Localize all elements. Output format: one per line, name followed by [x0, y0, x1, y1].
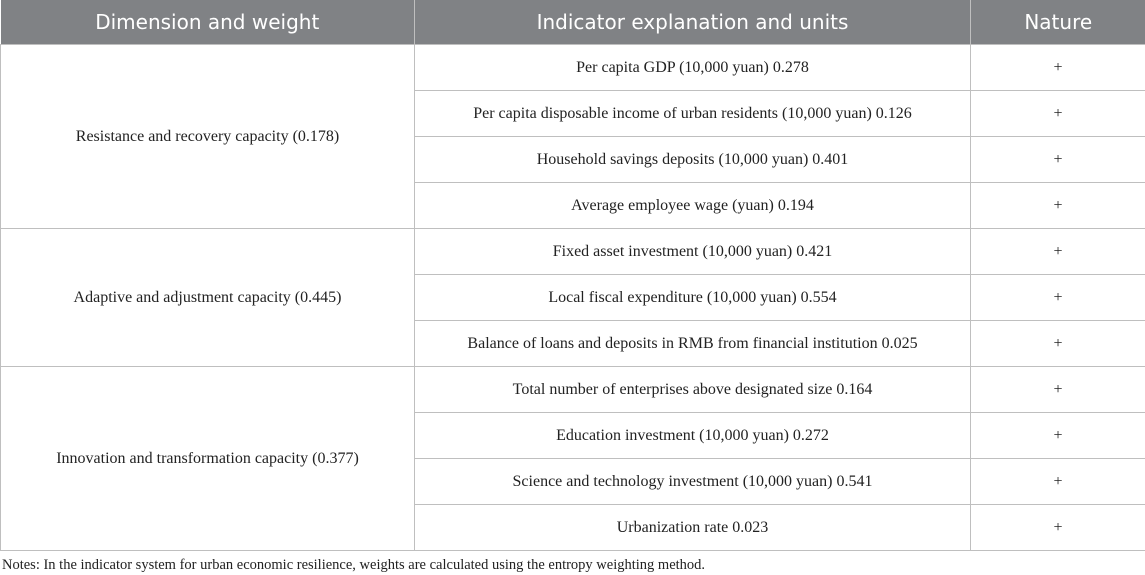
- indicator-cell: Local fiscal expenditure (10,000 yuan) 0.554: [415, 275, 971, 321]
- header-dimension: Dimension and weight: [1, 0, 415, 45]
- dimension-cell: Adaptive and adjustment capacity (0.445): [1, 229, 415, 367]
- nature-cell: +: [971, 505, 1145, 551]
- indicator-cell: Science and technology investment (10,000 yuan) 0.541: [415, 459, 971, 505]
- indicator-cell: Per capita disposable income of urban residents (10,000 yuan) 0.126: [415, 91, 971, 137]
- indicator-cell: Per capita GDP (10,000 yuan) 0.278: [415, 45, 971, 91]
- dimension-cell: Resistance and recovery capacity (0.178): [1, 45, 415, 229]
- indicator-cell: Education investment (10,000 yuan) 0.272: [415, 413, 971, 459]
- table-row: [1, 229, 1145, 275]
- nature-cell: +: [971, 183, 1145, 229]
- nature-cell: +: [971, 137, 1145, 183]
- nature-cell: +: [971, 45, 1145, 91]
- table-notes: Notes: In the indicator system for urban economic resilience, weights are calculated using the entropy weighting method.: [2, 557, 706, 573]
- table-row: [1, 45, 1145, 91]
- header-nature: Nature: [971, 0, 1145, 45]
- nature-cell: +: [971, 321, 1145, 367]
- table-header-row: [1, 0, 1145, 45]
- nature-cell: +: [971, 91, 1145, 137]
- indicator-cell: Average employee wage (yuan) 0.194: [415, 183, 971, 229]
- nature-cell: +: [971, 459, 1145, 505]
- dimension-cell: Innovation and transformation capacity (0.377): [1, 367, 415, 551]
- indicator-cell: Total number of enterprises above designated size 0.164: [415, 367, 971, 413]
- nature-cell: +: [971, 413, 1145, 459]
- nature-cell: +: [971, 229, 1145, 275]
- indicator-cell: Fixed asset investment (10,000 yuan) 0.421: [415, 229, 971, 275]
- nature-cell: +: [971, 275, 1145, 321]
- indicator-cell: Household savings deposits (10,000 yuan) 0.401: [415, 137, 971, 183]
- header-indicator: Indicator explanation and units: [415, 0, 971, 45]
- table-row: [1, 367, 1145, 413]
- indicator-cell: Balance of loans and deposits in RMB from financial institution 0.025: [415, 321, 971, 367]
- nature-cell: +: [971, 367, 1145, 413]
- indicator-cell: Urbanization rate 0.023: [415, 505, 971, 551]
